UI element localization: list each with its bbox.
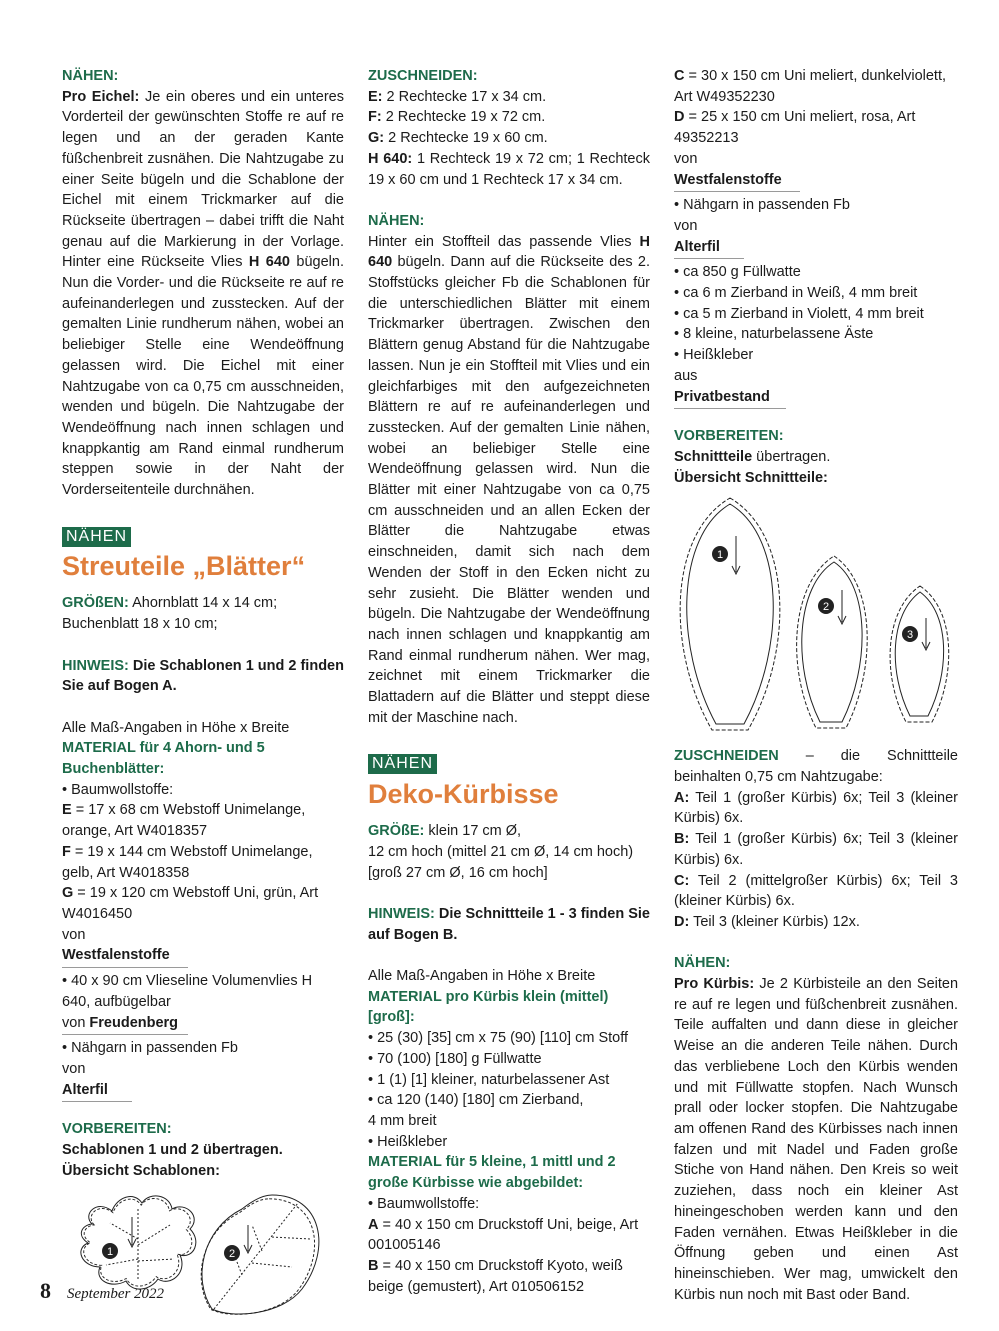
page-number: 8 — [40, 1278, 51, 1303]
uebersicht-heading: Übersicht Schnittteile: — [674, 469, 828, 486]
column-1 — [62, 66, 344, 1319]
template-3-shape — [890, 586, 949, 722]
number-2-label: 2 — [822, 601, 830, 614]
list-item: • 1 (1) [1] kleiner, naturbelassener Ast — [368, 1070, 650, 1091]
fabric-a: A = 40 x 150 cm Druckstoff Uni, beige, Art 001005146 — [368, 1216, 639, 1254]
beech-leaf-template — [201, 1195, 319, 1314]
section-tag: NÄHEN — [62, 527, 131, 547]
section-title: Deko-Kürbisse — [368, 779, 559, 810]
list-item: • Nähgarn in passenden Fb — [674, 195, 958, 216]
list-item: • ca 120 (140) [180] cm Zierband, — [368, 1090, 650, 1111]
heading-zuschneiden: ZUSCHNEIDEN: — [368, 68, 478, 84]
section-tag: NÄHEN — [368, 754, 437, 774]
groessen: GRÖßEN: Ahornblatt 14 x 14 cm; — [62, 595, 278, 612]
cut-b: B: Teil 1 (großer Kürbis) 6x; Teil 3 (kleiner Kürbis) 6x. — [674, 831, 958, 868]
section-title: Streuteile „Blätter“ — [62, 551, 306, 582]
cut-h640: H 640: 1 Rechteck 19 x 72 cm; 1 Rechteck 19 x 60 cm und 1 Rechteck 17 x 34 cm. — [368, 150, 650, 188]
cut-f: F: 2 Rechtecke 19 x 72 cm. — [368, 109, 546, 126]
material-heading-2: MATERIAL für 5 kleine, 1 mittl und 2 große Kürbisse wie abgebildet: — [368, 1154, 616, 1192]
list-item: • Baumwollstoffe: — [62, 780, 344, 801]
fabric-f: F = 19 x 144 cm Webstoff Unimelange, gelb, Art W4018358 — [62, 843, 313, 881]
fabric-e: E = 17 x 68 cm Webstoff Unimelange, orange, Art W4018357 — [62, 802, 306, 840]
cut-d: D: Teil 3 (kleiner Kürbis) 12x. — [674, 913, 860, 930]
template-1-shape — [680, 498, 780, 730]
fabric-b: B = 40 x 150 cm Druckstoff Kyoto, weiß beige (gemustert), Art 010506152 — [368, 1257, 623, 1295]
hinweis: HINWEIS: Die Schnittteile 1 - 3 finden Sie auf Bogen B. — [368, 905, 650, 943]
groesse-line2: 12 cm hoch (mittel 21 cm Ø, 14 cm hoch) — [368, 843, 634, 860]
maple-leaf-template — [81, 1196, 196, 1289]
list-item: • 40 x 90 cm Vlieseline Volumenvlies H 640, aufbügelbar — [62, 971, 344, 1012]
heading-vorbereiten: VORBEREITEN: — [674, 428, 784, 445]
fabric-g: G = 19 x 120 cm Webstoff Uni, grün, Art W4016450 — [62, 885, 319, 922]
page-footer — [40, 1278, 164, 1304]
uebersicht-heading: Übersicht Schablonen: — [62, 1162, 220, 1179]
list-item-cont: 4 mm breit — [368, 1113, 437, 1129]
heading-vorbereiten: VORBEREITEN: — [62, 1121, 172, 1138]
heading-naehen: NÄHEN: — [368, 212, 425, 229]
eichel-paragraph: Pro Eichel: Je ein oberes und ein unteres Vorderteil der gewünschten Stoffe re auf re legen und an der geraden Kante füßchenbreit zusnähen. Die Nahtzugabe zu einer Seite bügeln und die Schablone der Eichel mit einem Trickmarker auf die Rückseite übertragen – dabei trifft die Naht genau auf die Markierung in der Vorlage. Hinter eine Rückseite Vlies H 640 bügeln. Nun die Vorder- und die Rückseite re auf re aufeinanderlegen und zusstecken. Auf der gemalten Linie rundherum nähen, wobei an beliebiger Stelle eine Wendeöffnung gelassen wird. Die Eichel mit einer Nahtzugabe von ca 0,75 cm ausschneiden, wenden und bügeln. Die Nahtzugabe der Wendeöffnung nach innen schlagen und knappkantig am Rand einmal rundherum steppen sowie in der Naht der Vorderseitenteile durchnähen. — [62, 88, 344, 499]
column-3 — [674, 66, 958, 1305]
fabric-c: C = 30 x 150 cm Uni meliert, dunkelviolett, Art W49352230 — [674, 68, 947, 105]
fabric-d: D = 25 x 150 cm Uni meliert, rosa, Art 49352213 — [674, 109, 916, 147]
list-item: • ca 6 m Zierband in Weiß, 4 mm breit — [674, 283, 958, 304]
cut-c: C: Teil 2 (mittelgroßer Kürbis) 6x; Teil 3 (kleiner Kürbis) 6x. — [674, 872, 958, 910]
pumpkin-templates-figure — [674, 496, 958, 736]
vorbereiten-text: Schablonen 1 und 2 übertragen. — [62, 1142, 283, 1159]
list-item: • 70 (100) [180] g Füllwatte — [368, 1049, 650, 1070]
supplier-westfalenstoffe: von Westfalenstoffe — [674, 149, 800, 192]
issue-date: September 2022 — [67, 1286, 165, 1302]
list-item: • Nähgarn in passenden Fb — [62, 1038, 344, 1059]
number-1-label: 1 — [106, 1246, 114, 1259]
number-1-label: 1 — [716, 549, 724, 562]
vorbereiten-text: Schnittteile übertragen. — [674, 448, 831, 465]
cut-e: E: 2 Rechtecke 17 x 34 cm. — [368, 88, 547, 105]
column-2 — [368, 66, 650, 1297]
supplier-privatbestand: aus Privatbestand — [674, 366, 786, 409]
list-item: • 25 (30) [35] cm x 75 (90) [110] cm Stoff — [368, 1028, 650, 1049]
list-item: • ca 5 m Zierband in Violett, 4 mm breit — [674, 304, 958, 325]
blaetter-naehen-paragraph: Hinter ein Stoffteil das passende Vlies H 640 bügeln. Dann auf die Rückseite des 2. Stoffstücks gleicher Fb die Schablonen für die unterschiedlichen Blätter mit einem Trickmarker übertragen. Zwischen den Blättern genug Abstand für die Nahtzugabe lassen. Nun je ein Stoffteil mit Vlies und ein gleichfarbiges mit den aufgezeichneten Blättern re auf re aufeinanderlegen und zusstecken. Auf der gemalten Linie nähen, wobei an beliebiger Stelle eine Wendeöffnung gelassen wird. Nun die Blätter mit einer Nahtzugabe von ca 0,75 cm ausschneiden und an allen Ecken der Blätter die Nahtzugabe etwas einschneiden, damit sich nach dem Wenden der Stoff in den Ecken nicht zu sehr zusieht. Die Blätter wenden und bügeln. Die Nahtzugabe der Wendeöffnung nach innen schlagen und knappkantig am Rand einmal rundherum nähen. Wer mag, zeichnet mit einem Trickmarker die Blattadern auf die Blätter und steppt diese mit der Maschine nach. — [368, 233, 650, 726]
supplier-alterfil: von Alterfil — [674, 216, 744, 259]
cut-g: G: 2 Rechtecke 19 x 60 cm. — [368, 130, 548, 147]
list-item: • ca 850 g Füllwatte — [674, 262, 958, 283]
masse-note: Alle Maß-Angaben in Höhe x Breite — [368, 968, 596, 985]
supplier-freudenberg: von Freudenberg — [62, 1013, 188, 1036]
list-item: • Heißkleber — [674, 345, 958, 366]
groessen-line2: Buchenblatt 18 x 10 cm; — [62, 616, 218, 633]
hinweis: HINWEIS: Die Schablonen 1 und 2 finden Sie auf Bogen A. — [62, 657, 344, 695]
masse-note: Alle Maß-Angaben in Höhe x Breite — [62, 719, 290, 736]
template-2-shape — [797, 556, 868, 728]
list-item: • Heißkleber — [368, 1132, 650, 1153]
list-item: • 8 kleine, naturbelassene Äste — [674, 324, 958, 345]
zuschneiden-text: ZUSCHNEIDEN – die Schnittteile beinhalten 0,75 cm Nahtzugabe: — [674, 748, 958, 786]
heading-naehen: NÄHEN: — [674, 955, 731, 972]
number-2-label: 2 — [228, 1248, 236, 1261]
material-heading: MATERIAL für 4 Ahorn- und 5 Buchenblätter: — [62, 740, 265, 778]
supplier-westfalenstoffe: von Westfalenstoffe — [62, 925, 188, 968]
list-item: • Baumwollstoffe: — [368, 1194, 650, 1215]
heading-naehen: NÄHEN: — [62, 68, 119, 84]
cut-a: A: Teil 1 (großer Kürbis) 6x; Teil 3 (kleiner Kürbis) 6x. — [674, 789, 958, 827]
kuerbis-naehen-paragraph: Pro Kürbis: Je 2 Kürbisteile an den Seiten re auf re legen und füßchenbreit zusnähen. Teile auffalten und dann diese in gleicher Weise an die anderen Teile nähen. Durch das verbliebene Loch den Kürbis wenden und mit Füllwatte stopfen. Nach Wunsch prall oder locker stopfen. Die Nahtzugabe am offenen Rand des Kürbisses nach innen falzen und mit Nadel und Faden große Stiche von Hand nähen. Den Kreis so weit zuziehen, dass noch ein kleiner Ast hineingeschoben werden kann und den Faden vernähen. Etwas Heißkleber in die Öffnung geben und einen Ast hineinschieben. Wer mag, umwickelt den Kürbis nun noch mit Bast oder Band. — [674, 976, 959, 1303]
supplier-alterfil: von Alterfil — [62, 1059, 132, 1102]
groesse-line3: [groß 27 cm Ø, 16 cm hoch] — [368, 864, 548, 881]
groesse: GRÖßE: klein 17 cm Ø, — [368, 823, 522, 840]
material-heading: MATERIAL pro Kürbis klein (mittel) [groß]: — [368, 988, 609, 1026]
number-3-label: 3 — [906, 629, 914, 642]
